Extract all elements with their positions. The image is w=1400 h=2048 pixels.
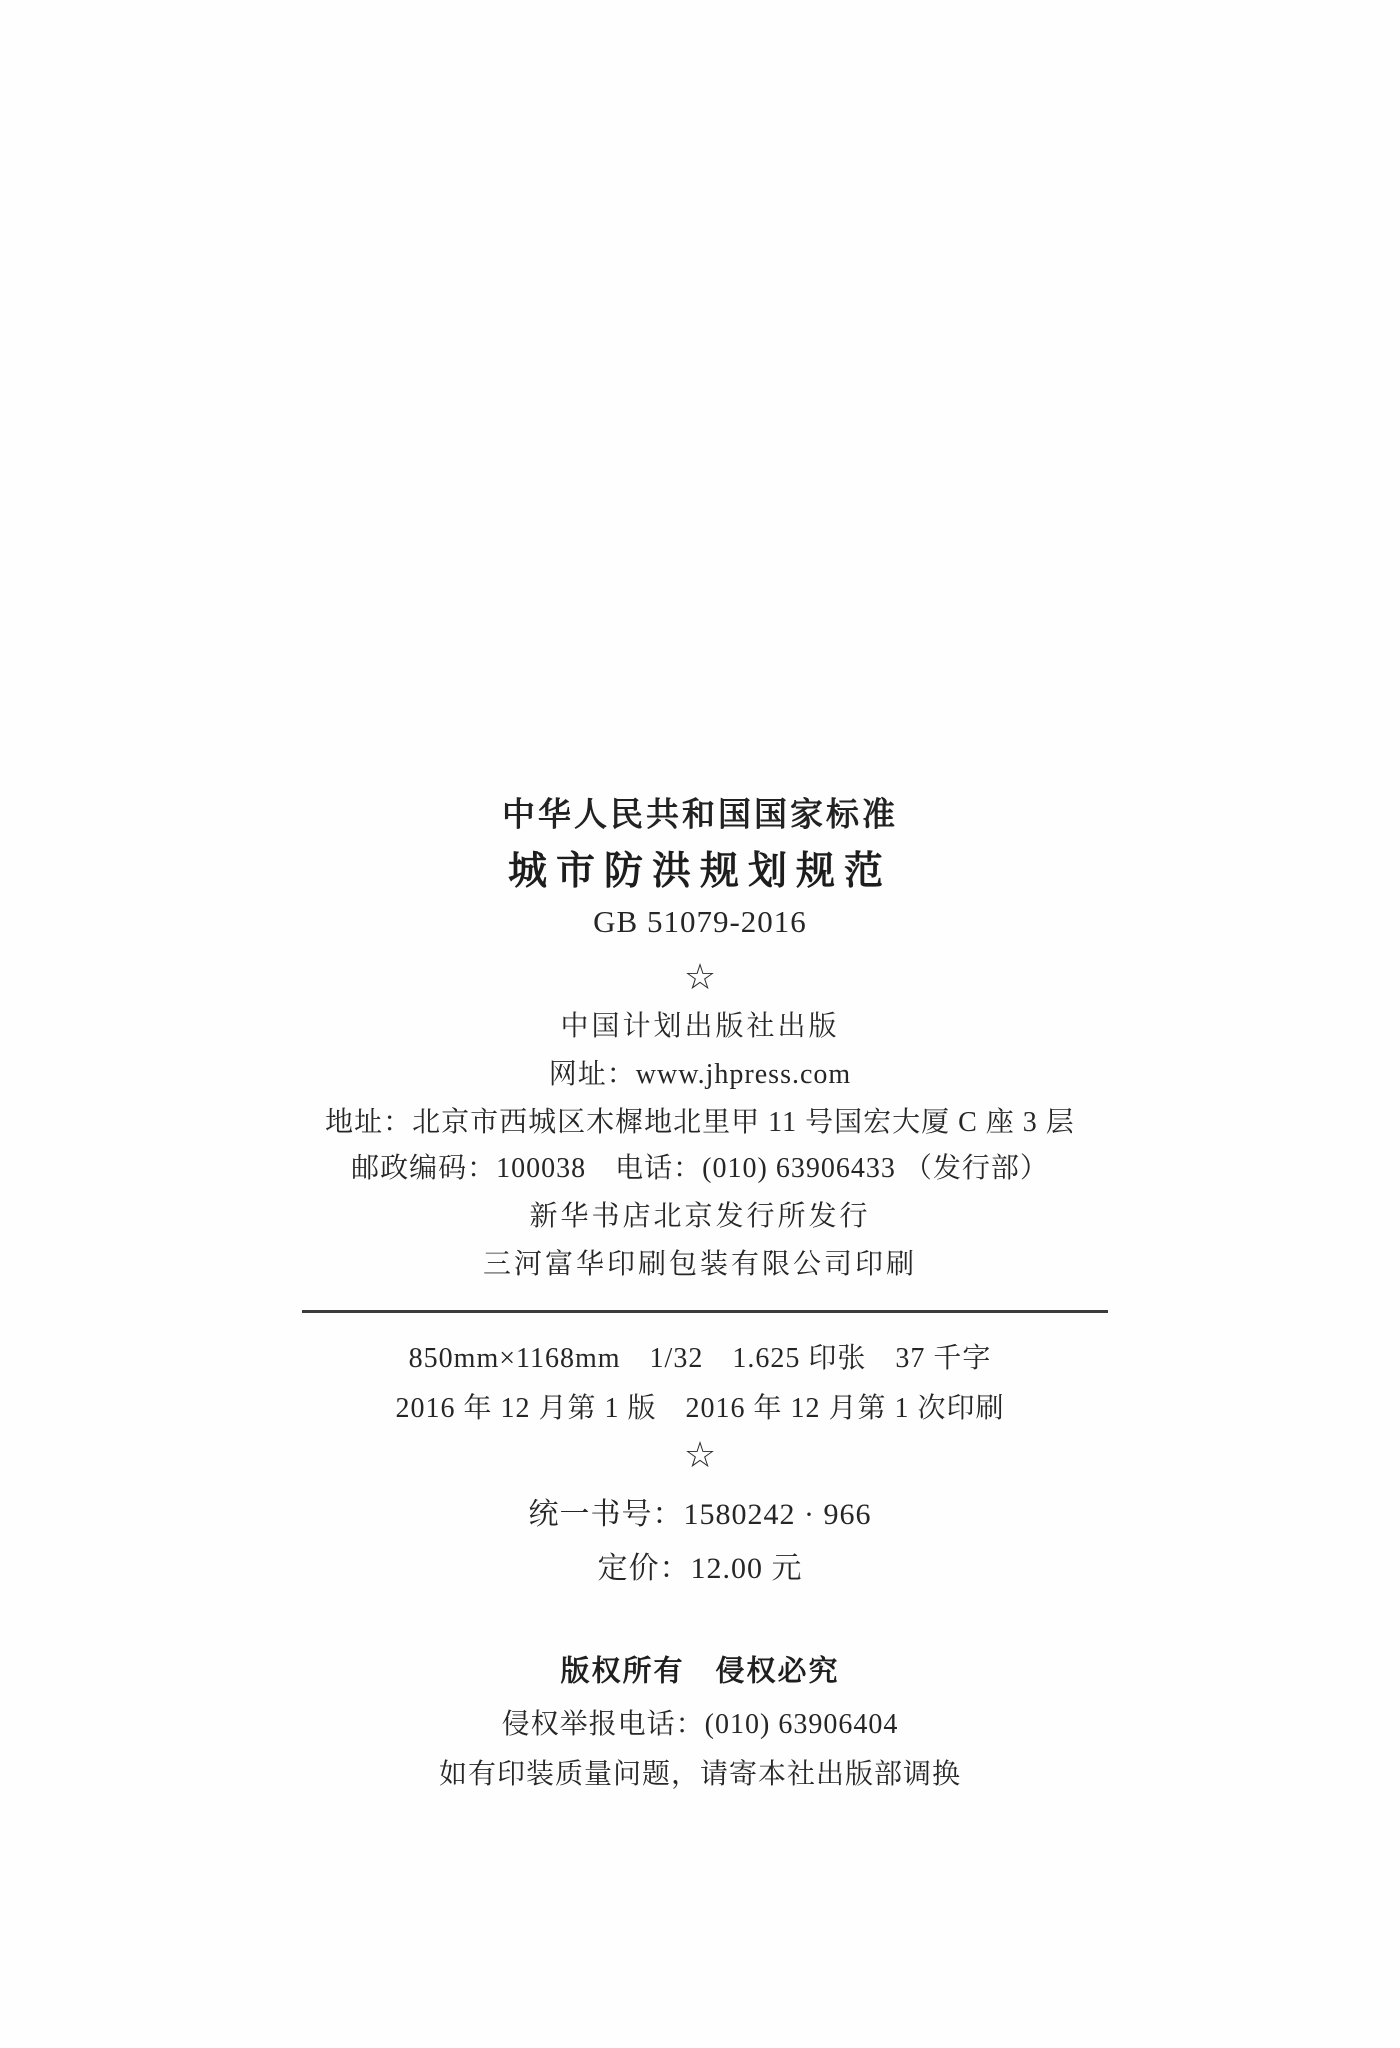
publisher-line: 中国计划出版社出版 — [560, 1011, 840, 1042]
distributor-line: 新华书店北京发行所发行 — [529, 1201, 871, 1232]
standard-label: 中华人民共和国国家标准 — [502, 797, 898, 834]
report-phone-line: 侵权举报电话：(010) 63906404 — [501, 1709, 899, 1740]
quality-notice-line: 如有印装质量问题，请寄本社出版部调换 — [438, 1759, 961, 1790]
format-line: 850mm×1168mm 1/32 1.625 印张 37 千字 — [408, 1343, 992, 1374]
printer-line: 三河富华印刷包装有限公司印刷 — [482, 1249, 917, 1280]
divider-line — [302, 1310, 1108, 1313]
price-line: 定价：12.00 元 — [597, 1552, 803, 1585]
document-title: 城市防洪规划规范 — [507, 850, 892, 893]
star-divider-top: ☆ — [683, 957, 717, 997]
standard-code: GB 51079-2016 — [593, 904, 807, 939]
postcode-phone-line: 邮政编码：100038 电话：(010) 63906433 （发行部） — [351, 1153, 1049, 1184]
copyright-notice: 版权所有 侵权必究 — [560, 1655, 840, 1688]
edition-line: 2016 年 12 月第 1 版 2016 年 12 月第 1 次印刷 — [395, 1393, 1005, 1424]
address-line: 地址：北京市西城区木樨地北里甲 11 号国宏大厦 C 座 3 层 — [325, 1107, 1075, 1138]
website-line: 网址：www.jhpress.com — [548, 1059, 852, 1090]
book-number-line: 统一书号：1580242 · 966 — [528, 1498, 872, 1531]
star-divider-bottom: ☆ — [683, 1435, 717, 1475]
